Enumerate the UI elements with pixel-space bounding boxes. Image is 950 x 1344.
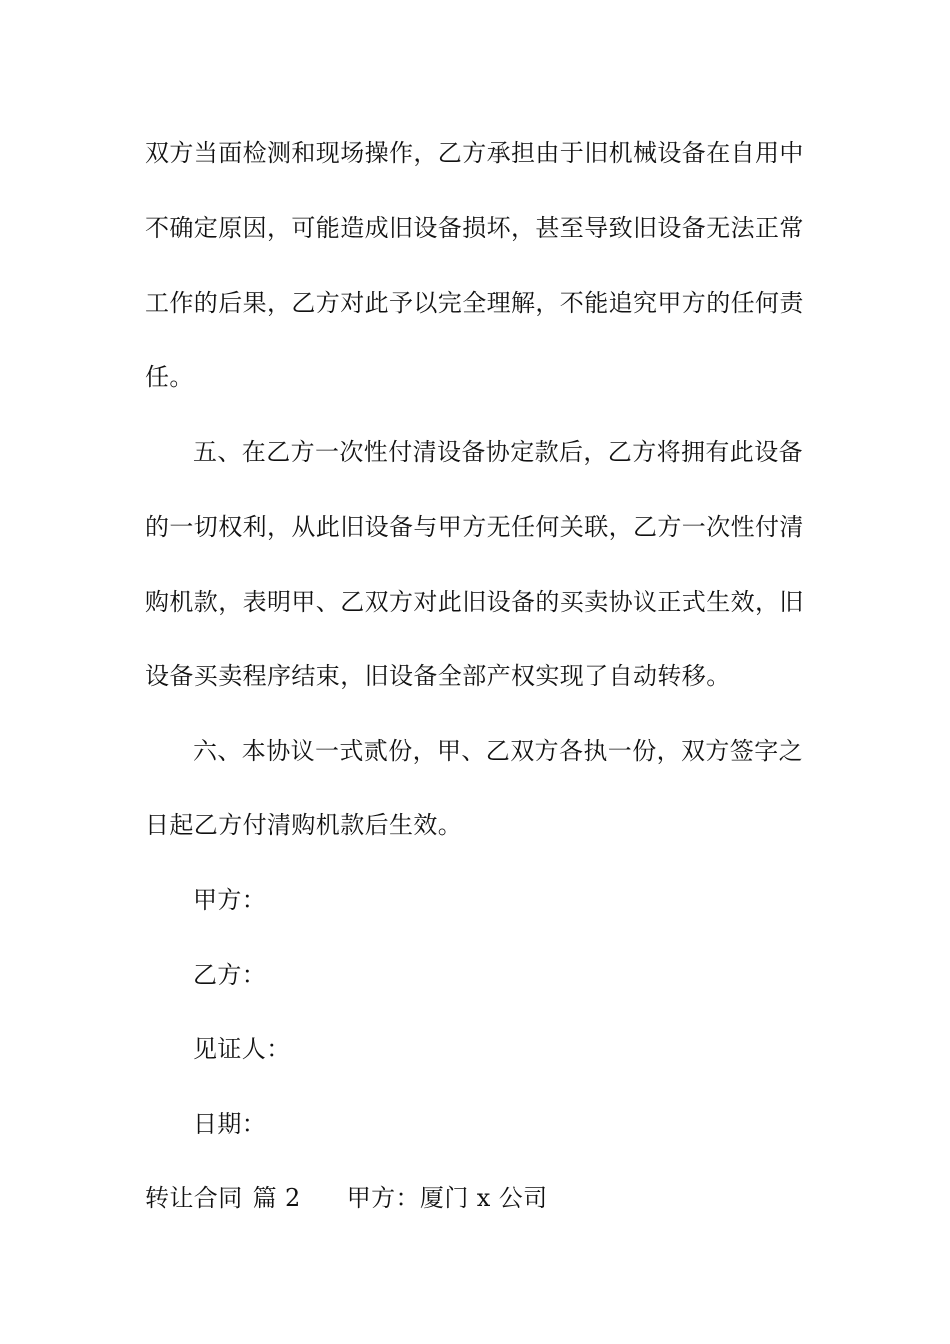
paragraph-line: 双方当面检测和现场操作，乙方承担由于旧机械设备在自用中 (145, 139, 804, 167)
footer-party-a: 甲方：厦门 x 公司 (346, 1184, 548, 1212)
paragraph-line: 设备买卖程序结束，旧设备全部产权实现了自动转移。 (145, 662, 731, 690)
signature-party-b: 乙方： (193, 961, 267, 989)
paragraph-line: 的一切权利，从此旧设备与甲方无任何关联，乙方一次性付清 (145, 513, 804, 541)
footer-line (145, 1183, 815, 1213)
footer-section: 篇 2 (252, 1184, 301, 1212)
signature-witness: 见证人： (193, 1035, 291, 1063)
paragraph-line: 工作的后果，乙方对此予以完全理解，不能追究甲方的任何责 (145, 289, 804, 317)
signature-date: 日期： (193, 1110, 267, 1138)
paragraph-line: 任。 (145, 363, 194, 391)
paragraph-line: 六、本协议一式贰份，甲、乙双方各执一份，双方签字之 (193, 737, 803, 765)
footer-title: 转让合同 (145, 1184, 243, 1212)
paragraph-line: 不确定原因，可能造成旧设备损坏，甚至导致旧设备无法正常 (145, 214, 804, 242)
paragraph-line: 日起乙方付清购机款后生效。 (145, 811, 463, 839)
paragraph-line: 购机款，表明甲、乙双方对此旧设备的买卖协议正式生效，旧 (145, 588, 804, 616)
signature-party-a: 甲方： (193, 886, 267, 914)
paragraph-line: 五、在乙方一次性付清设备协定款后，乙方将拥有此设备 (193, 438, 803, 466)
